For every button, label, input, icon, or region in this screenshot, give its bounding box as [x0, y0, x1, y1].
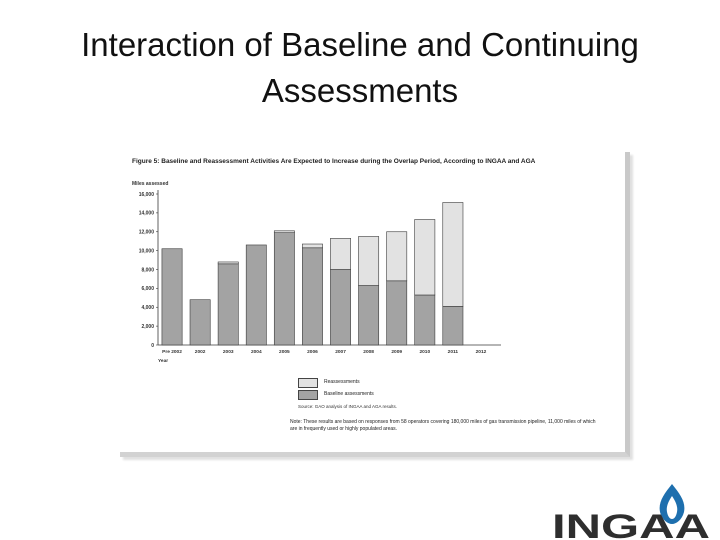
bar-baseline-pre-2002: [162, 249, 182, 345]
figure-source: Source: GAO analysis of INGAA and AGA results.: [298, 404, 398, 409]
x-tick-label: 2006: [307, 350, 318, 355]
bar-baseline-2006: [302, 248, 322, 345]
bar-baseline-2008: [359, 286, 379, 345]
figure-panel: [120, 152, 630, 457]
y-tick-label: 2,000: [141, 323, 154, 330]
x-tick-label: 2011: [447, 350, 459, 355]
bar-baseline-2003: [218, 264, 238, 345]
bar-reassessment-2010: [415, 219, 435, 295]
ingaa-logo: [552, 480, 712, 540]
figure-caption: Figure 5: Baseline and Reassessment Activities Are Expected to Increase during the Overlap Period, According to INGAA and AGA: [132, 158, 536, 165]
legend-item-baseline: [298, 390, 608, 402]
x-tick-label: Pre 2002: [162, 350, 182, 355]
bar-baseline-2010: [415, 295, 435, 345]
x-tick-label: 2005: [279, 350, 290, 355]
y-tick-label: 12,000: [138, 229, 154, 236]
legend-swatch-reassessments: [298, 378, 318, 388]
legend-label: Baseline assessments: [324, 391, 374, 397]
legend-label: Reassessments: [324, 379, 360, 385]
bar-reassessment-2006: [302, 244, 322, 248]
x-tick-label: 2008: [363, 350, 374, 355]
figure-note: Note: These results are based on responses from 58 operators covering 180,000 miles of gas transmission pipeline, 11,000 miles of which are in frequently used or highly populated areas.: [290, 419, 596, 432]
x-tick-label: 2002: [194, 350, 206, 355]
bar-baseline-2005: [274, 233, 294, 345]
bar-baseline-2004: [246, 245, 266, 345]
chart-legend: [298, 378, 608, 402]
bar-baseline-2009: [387, 281, 407, 345]
bar-reassessment-2009: [387, 232, 407, 281]
logo-wordmark: INGAA: [552, 508, 710, 540]
legend-swatch-baseline: [298, 390, 318, 400]
x-tick-label: 2009: [391, 350, 403, 355]
x-tick-label: 2010: [419, 350, 431, 355]
x-axis-title: Year: [158, 359, 169, 364]
bar-reassessment-2005: [274, 231, 294, 233]
x-tick-label: 2004: [250, 350, 262, 355]
y-axis-label: Miles assessed: [132, 181, 169, 187]
y-tick-label: 6,000: [141, 286, 154, 293]
bar-reassessment-2007: [330, 238, 350, 269]
y-tick-label: 16,000: [138, 191, 154, 198]
y-tick-label: 14,000: [138, 210, 154, 217]
y-tick-label: 4,000: [141, 305, 154, 312]
y-tick-label: 10,000: [138, 248, 154, 255]
x-tick-label: 2007: [335, 350, 346, 355]
y-tick-label: 0: [151, 342, 154, 349]
x-tick-label: 2012: [475, 350, 487, 355]
x-tick-label: 2003: [222, 350, 234, 355]
bar-baseline-2011: [443, 306, 463, 345]
slide-title: Interaction of Baseline and Continuing Assessments: [81, 26, 639, 109]
y-tick-label: 8,000: [141, 267, 154, 274]
stacked-bar-chart: [120, 152, 625, 382]
legend-item-reassessments: [298, 378, 608, 390]
bar-baseline-2002: [190, 300, 210, 345]
bar-baseline-2007: [330, 270, 350, 346]
bar-reassessment-2008: [359, 236, 379, 285]
bar-reassessment-2011: [443, 202, 463, 306]
bar-reassessment-2003: [218, 262, 238, 264]
